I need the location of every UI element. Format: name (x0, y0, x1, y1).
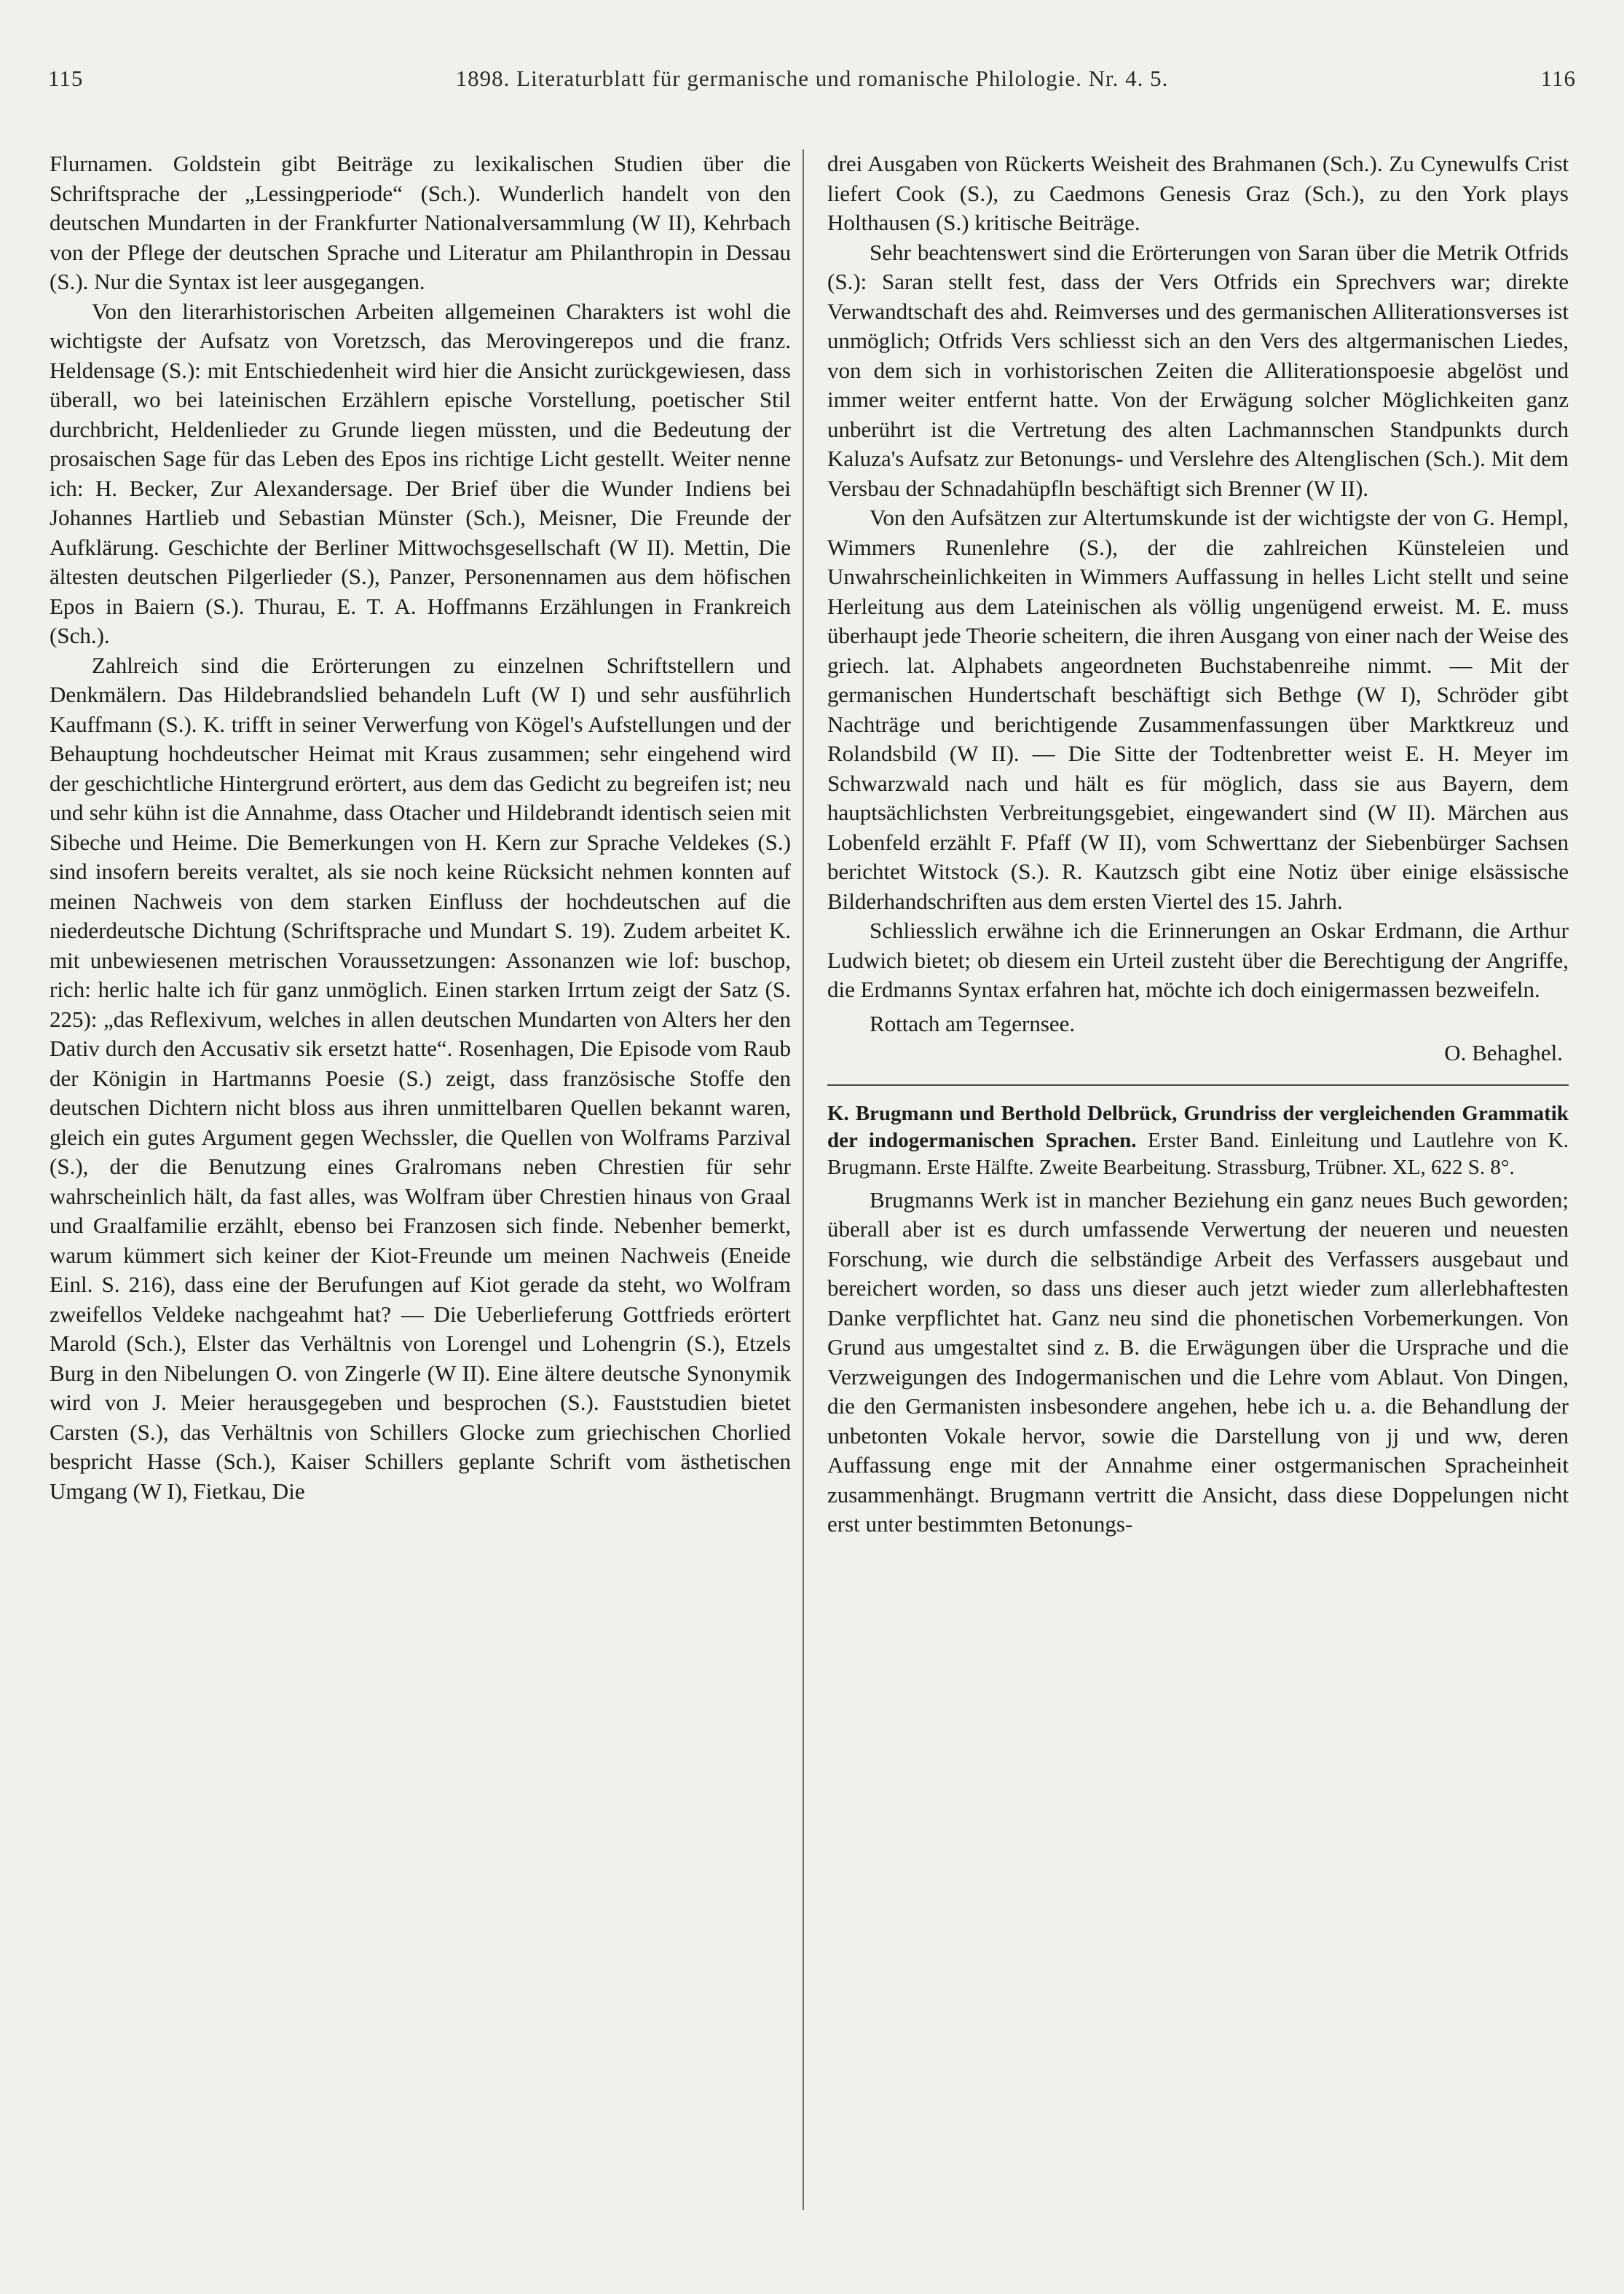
paragraph: Zahlreich sind die Erörterungen zu einzelnen Schriftstellern und Denkmälern. Das Hildebrandslied behandeln Luft (W I) und sehr ausführlich Kauffmann (S.). K. trifft in seiner Verwerfung von Kögel's Aufstellungen und der Behauptung hochdeutscher Heimat mit Kraus zusammen; sehr eingehend wird der geschichtliche Hintergrund erörtert, aus dem das Gedicht zu begreifen ist; neu und sehr kühn ist die Annahme, dass Otacher und Hildebrandt identisch seien mit Sibeche und Heime. Die Bemerkungen von H. Kern zur Sprache Veldekes (S.) sind insofern bereits veraltet, als sie noch keine Rücksicht nehmen konnten auf meinen Nachweis von dem starken Einfluss der hochdeutschen auf die niederdeutsche Dichtung (Schriftsprache und Mundart S. 19). Zudem arbeitet K. mit unbewiesenen metrischen Voraussetzungen: Assonanzen wie lof: buschop, rich: herlic halte ich für ganz unmöglich. Einen starken Irrtum zeigt der Satz (S. 225): „das Reflexivum, welches in allen deutschen Mundarten von Alters her den Dativ durch den Accusativ sik ersetzt hatte“. Rosenhagen, Die Episode vom Raub der Königin in Hartmanns Poesie (S.) zeigt, dass französische Stoffe den deutschen Dichtern nicht bloss aus ihren unmittelbaren Quellen bekannt waren, gleich ein gutes Argument gegen Wechssler, die Quellen von Wolframs Parzival (S.), der die Benutzung eines Gralromans neben Chrestien für sehr wahrscheinlich hält, da fast alles, was Wolfram über Chrestien hinaus von Graal und Graalfamilie erzählt, ebenso bei Franzosen sich finde. Nebenher bemerkt, warum kümmert sich keiner der Kiot-Freunde um meinen Nachweis (Eneide Einl. S. 216), dass eine der Berufungen auf Kiot gerade da steht, wo Wolfram zweifellos Veldeke nachgeahmt hat? — Die Ueberlieferung Gottfrieds erörtert Marold (Sch.), Elster das Verhältnis von Lorengel und Lohengrin (S.), Etzels Burg in den Nibelungen O. von Zingerle (W II). Eine ältere deutsche Synonymik wird von J. Meier herausgegeben und besprochen (S.). Fauststudien bietet Carsten (S.), das Verhältnis von Schillers Glocke zum griechischen Chorlied bespricht Hasse (Sch.), Kaiser Schillers geplante Schrift vom ästhetischen Umgang (W I), Fietkau, Die (50, 652, 791, 1504)
page-header (48, 66, 1576, 106)
running-title: 1898. Literaturblatt für germanische und romanische Philologie. Nr. 4. 5. (455, 66, 1169, 91)
paragraph: Von den Aufsätzen zur Altertumskunde ist der wichtigste der von G. Hempl, Wimmers Runenlehre (S.), der die zahlreichen Künsteleien und Unwahrscheinlichkeiten in Wimmers Auffassung in helles Licht stellt und seine Herleitung aus dem Lateinischen als völlig ungenügend erweist. M. E. muss überhaupt jede Theorie scheitern, die ihren Ausgang von einer nach der Weise des griech. lat. Alphabets angeordneten Buchstabenreihe nimmt. — Mit der germanischen Hundertschaft beschäftigt sich Bethge (W I), Schröder gibt Nachträge und berichtigende Zusammenfassungen über Marktkreuz und Rolandsbild (W II). — Die Sitte der Todtenbretter weist E. H. Meyer im Schwarzwald nach und hält es für möglich, dass sie aus Bayern, dem hauptsächlichsten Verbreitungsgebiet, eingewandert sind (W II). Märchen aus Lobenfeld erzählt F. Pfaff (W II), vom Schwerttanz der Siebenbürger Sachsen berichtet Witstock (S.). R. Kautzsch gibt eine Notiz über einige elsässische Bilderhandschriften aus dem ersten Viertel des 15. Jahrh. (827, 505, 1569, 914)
paragraph: Schliesslich erwähne ich die Erinnerungen an Oskar Erdmann, die Arthur Ludwich bietet; ob diesem ein Urteil zusteht über die Berechtigung der Angriffe, die Erdmanns Syntax erfahren hat, möchte ich doch einigermassen bezweifeln. (827, 918, 1569, 1002)
paragraph: Sehr beachtenswert sind die Erörterungen von Saran über die Metrik Otfrids (S.): Saran stellt fest, dass der Vers Otfrids ein Sprechvers war; direkte Verwandtschaft des ahd. Reimverses und des germanischen Alliterationsverses ist unmöglich; Otfrids Vers schliesst sich an den Vers des altgermanischen Liedes, von dem sich in vorhistorischen Zeiten die Alliterationspoesie abgelöst und immer weiter entfernt hatte. Von der Erwägung solcher Möglichkeiten ganz unberührt ist die Vertretung des alten Lachmannschen Standpunkts durch Kaluza's Aufsatz zur Betonungs- und Verslehre des Altenglischen (Sch.). Mit dem Versbau der Schnadahüpfln beschäftigt sich Brenner (W II). (827, 239, 1569, 501)
column-divider (803, 149, 804, 2210)
review-heading (827, 1100, 1569, 1181)
left-column (50, 149, 791, 1506)
paragraph: Von den literarhistorischen Arbeiten allgemeinen Charakters ist wohl die wichtigste der Aufsatz von Voretzsch, das Merovingerepos und die franz. Heldensage (S.): mit Entschiedenheit wird hier die Ansicht zurückgewiesen, dass überall, wo bei lateinischen Erzählern epische Vorstellung, poetischer Stil durchbricht, Heldenlieder zu Grunde liegen müssten, und die Bedeutung der prosaischen Sage für das Leben des Epos ins richtige Licht gestellt. Weiter nenne ich: H. Becker, Zur Alexandersage. Der Brief über die Wunder Indiens bei Johannes Hartlieb und Sebastian Münster (Sch.), Meisner, Die Freunde der Aufklärung. Geschichte der Berliner Mittwochsgesellschaft (W II). Mettin, Die ältesten deutschen Pilgerlieder (S.), Panzer, Personennamen aus dem höfischen Epos in Baiern (S.). Thurau, E. T. A. Hoffmanns Erzählungen in Frankreich (Sch.). (50, 298, 791, 648)
signoff-place: Rottach am Tegernsee. (870, 1010, 1076, 1036)
paragraph: drei Ausgaben von Rückerts Weisheit des Brahmanen (Sch.). Zu Cynewulfs Crist liefert Cook (S.), zu Caedmons Genesis Graz (Sch.), zu den York plays Holthausen (S.) kritische Beiträge. (827, 151, 1569, 235)
review-title: K. Brugmann und Berthold Delbrück, Grundriss der vergleichenden Grammatik der indogermanischen Sprachen. (827, 1101, 1569, 1152)
page-number-right: 116 (1540, 66, 1576, 91)
signoff (827, 1009, 1569, 1068)
page-number-left: 115 (48, 66, 84, 91)
right-column (827, 149, 1569, 1540)
review-details: Erster Band. Einleitung und Lautlehre von K. Brugmann. Erste Hälfte. Zweite Bearbeitung. Strassburg, Trübner. XL, 622 S. 8°. (827, 1128, 1569, 1179)
signoff-author: O. Behaghel. (1444, 1040, 1563, 1065)
section-divider (827, 1084, 1569, 1086)
paragraph: Brugmanns Werk ist in mancher Beziehung ein ganz neues Buch geworden; überall aber ist es durch umfassende Verwertung der neueren und neuesten Forschung, wie durch die selbständige Arbeit des Verfassers ausgebaut und bereichert worden, so dass uns dieser auch jetzt wieder zum allerlebhaftesten Danke verpflichtet hat. Ganz neu sind die phonetischen Vorbemerkungen. Von Grund aus umgestaltet sind z. B. die Erwägungen über die Ursprache und die Verzweigungen des Indogermanischen und die Lehre vom Ablaut. Von Dingen, die den Germanisten insbesondere angehen, hebe ich u. a. die Behandlung der unbetonten Vokale hervor, sowie die Darstellung von jj und ww, deren Auffassung enge mit der Annahme einer ostgermanischen Spracheinheit zusammenhängt. Brugmann vertritt die Ansicht, dass diese Doppelungen nicht erst unter bestimmten Betonungs- (827, 1186, 1569, 1537)
paragraph: Flurnamen. Goldstein gibt Beiträge zu lexikalischen Studien über die Schriftsprache der „Lessingperiode“ (Sch.). Wunderlich handelt von den deutschen Mundarten in der Frankfurter Nationalversammlung (W II), Kehrbach von der Pflege der deutschen Sprache und Literatur am Philanthropin in Dessau (S.). Nur die Syntax ist leer ausgegangen. (50, 151, 791, 294)
